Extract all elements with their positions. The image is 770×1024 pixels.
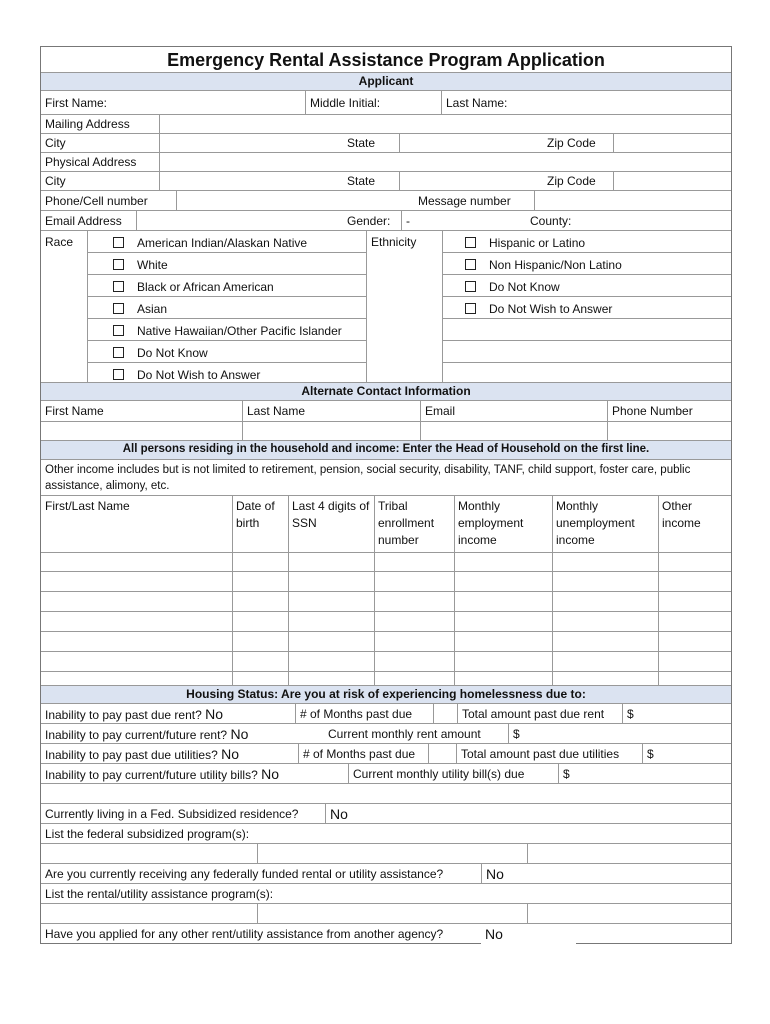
zip-label-2: Zip Code: [547, 174, 596, 188]
alternate-header: Alternate Contact Information: [41, 383, 731, 401]
months-past-due-label: # of Months past due: [295, 704, 433, 723]
state-label-2: State: [347, 174, 376, 188]
state-input-2[interactable]: [399, 172, 543, 190]
alt-first-name-input[interactable]: [41, 422, 242, 440]
race-option[interactable]: [113, 346, 208, 360]
rental-program-input-1[interactable]: [41, 904, 257, 923]
county-field[interactable]: [526, 211, 731, 230]
applicant-header: Applicant: [41, 73, 731, 91]
race-label: Race: [45, 235, 74, 249]
past-rent-label: Inability to pay past due rent?: [45, 708, 202, 722]
past-rent-field[interactable]: [41, 704, 295, 723]
ethnicity-option-label: Do Not Wish to Answer: [489, 302, 613, 316]
checkbox-icon: [113, 281, 124, 292]
race-option[interactable]: [113, 368, 260, 382]
city-input[interactable]: [159, 134, 343, 152]
spacer-row: [41, 784, 731, 804]
housing-header: Housing Status: Are you at risk of experiencing homelessness due to:: [41, 686, 731, 704]
future-rent-label: Inability to pay current/future rent?: [45, 728, 228, 742]
current-rent-label: Current monthly rent amount: [328, 727, 481, 741]
alt-last-name-input[interactable]: [242, 422, 420, 440]
race-option[interactable]: [113, 324, 342, 338]
ethnicity-label: Ethnicity: [371, 235, 417, 249]
future-util-field[interactable]: [41, 764, 348, 783]
zip-input-2[interactable]: [613, 172, 731, 190]
race-option-label: Do Not Know: [137, 346, 208, 360]
subsidized-value: No: [330, 806, 348, 822]
ethnicity-option[interactable]: [465, 280, 560, 294]
state-label: State: [347, 136, 376, 150]
county-label: County:: [530, 214, 572, 228]
household-table: [41, 496, 731, 686]
col-dob: Date of birth: [236, 499, 275, 530]
ethnicity-option[interactable]: [465, 236, 585, 250]
total-past-util-input[interactable]: [642, 744, 731, 763]
alt-last-name-label: Last Name: [242, 401, 420, 421]
gender-value: -: [406, 214, 410, 228]
checkbox-icon: [113, 325, 124, 336]
fed-program-input-1[interactable]: [41, 844, 257, 863]
col-tribal: Tribal enrollment number: [378, 499, 435, 547]
gender-select[interactable]: [401, 211, 526, 230]
applied-answer[interactable]: [481, 924, 561, 944]
race-option[interactable]: [113, 258, 168, 272]
past-rent-answer: No: [205, 706, 224, 722]
fed-program-input-3[interactable]: [527, 844, 731, 863]
dollar-sign: $: [513, 727, 520, 741]
city-input-2[interactable]: [159, 172, 343, 190]
middle-initial-field[interactable]: [305, 91, 441, 114]
city-label-2: City: [45, 174, 66, 188]
total-past-util-label: Total amount past due utilities: [456, 744, 642, 763]
ethnicity-option[interactable]: [465, 258, 622, 272]
email-label: Email Address: [45, 214, 122, 228]
message-label: Message number: [418, 194, 511, 208]
race-option-label: Native Hawaiian/Other Pacific Islander: [137, 324, 342, 338]
household-note: Other income includes but is not limited to retirement, pension, social security, disability, TANF, child support, foster care, public assistance, alimony, etc.: [41, 460, 731, 496]
months-past-due-2-input[interactable]: [428, 744, 456, 763]
dollar-sign: $: [563, 767, 570, 781]
col-name: First/Last Name: [45, 499, 130, 513]
current-util-input[interactable]: [558, 764, 731, 783]
ethnicity-option[interactable]: [465, 302, 612, 316]
applied-label: Have you applied for any other rent/utility assistance from another agency?: [41, 924, 481, 944]
subsidized-answer[interactable]: [325, 804, 411, 823]
rental-program-input-2[interactable]: [257, 904, 527, 923]
receiving-value: No: [486, 866, 504, 882]
race-option[interactable]: [113, 236, 307, 250]
city-label: City: [45, 136, 66, 150]
alt-phone-label: Phone Number: [607, 401, 731, 421]
gender-label: Gender:: [347, 214, 391, 228]
race-option[interactable]: [113, 280, 274, 294]
checkbox-icon: [465, 303, 476, 314]
race-option-label: Black or African American: [137, 280, 274, 294]
checkbox-icon: [113, 303, 124, 314]
past-util-field[interactable]: [41, 744, 298, 763]
race-option-label: White: [137, 258, 168, 272]
checkbox-icon: [113, 347, 124, 358]
first-name-label: First Name:: [45, 96, 108, 110]
list-rental-label: List the rental/utility assistance program(s):: [45, 887, 274, 901]
form-title: Emergency Rental Assistance Program Application: [41, 47, 731, 73]
ethnicity-option-label: Non Hispanic/Non Latino: [489, 258, 622, 272]
future-util-label: Inability to pay current/future utility bills?: [45, 768, 258, 782]
race-option-label: Do Not Wish to Answer: [137, 368, 261, 382]
ethnicity-option-label: Hispanic or Latino: [489, 236, 586, 250]
physical-address-label: Physical Address: [45, 155, 137, 169]
zip-input[interactable]: [613, 134, 731, 152]
race-option-label: Asian: [137, 302, 168, 316]
future-util-answer: No: [261, 766, 280, 782]
state-input[interactable]: [399, 134, 543, 152]
total-past-rent-input[interactable]: [622, 704, 731, 723]
alt-first-name-label: First Name: [45, 404, 104, 418]
ethnicity-option-label: Do Not Know: [489, 280, 560, 294]
checkbox-icon: [113, 259, 124, 270]
application-form: [40, 46, 732, 944]
checkbox-icon: [113, 237, 124, 248]
mailing-address-label: Mailing Address: [45, 117, 130, 131]
checkbox-icon: [465, 237, 476, 248]
last-name-label: Last Name:: [446, 96, 508, 110]
applied-value: No: [485, 926, 503, 942]
middle-initial-label: Middle Initial:: [310, 96, 381, 110]
last-name-field[interactable]: [441, 91, 731, 114]
months-past-due-2-label: # of Months past due: [298, 744, 428, 763]
fed-program-input-2[interactable]: [257, 844, 527, 863]
checkbox-icon: [465, 259, 476, 270]
alt-email-label: Email: [420, 401, 607, 421]
rental-program-input-3[interactable]: [527, 904, 731, 923]
col-other: Other income: [662, 499, 701, 530]
col-employment: Monthly employment income: [458, 499, 524, 547]
physical-address-input[interactable]: [159, 153, 731, 171]
current-rent-input[interactable]: [508, 724, 731, 743]
receiving-label: Are you currently receiving any federally funded rental or utility assistance?: [45, 867, 444, 881]
alt-phone-input[interactable]: [607, 422, 731, 440]
col-ssn: Last 4 digits of SSN: [292, 499, 370, 530]
phone-input[interactable]: [176, 191, 414, 210]
zip-label: Zip Code: [547, 136, 596, 150]
race-option-label: American Indian/Alaskan Native: [137, 236, 308, 250]
future-rent-field[interactable]: [41, 724, 324, 743]
email-input[interactable]: [136, 211, 343, 230]
dollar-sign: $: [627, 707, 634, 721]
future-rent-answer: No: [230, 726, 249, 742]
household-header: All persons residing in the household and income: Enter the Head of Household on the first line.: [41, 441, 731, 460]
alt-email-input[interactable]: [420, 422, 607, 440]
receiving-answer[interactable]: [481, 864, 581, 883]
months-past-due-input[interactable]: [433, 704, 457, 723]
col-unemployment: Monthly unemployment income: [556, 499, 635, 547]
phone-label: Phone/Cell number: [45, 194, 148, 208]
past-util-label: Inability to pay past due utilities?: [45, 748, 218, 762]
dollar-sign: $: [647, 747, 654, 761]
past-util-answer: No: [221, 746, 240, 762]
total-past-rent-label: Total amount past due rent: [457, 704, 622, 723]
checkbox-icon: [113, 369, 124, 380]
first-name-field[interactable]: [41, 91, 305, 114]
message-input[interactable]: [534, 191, 731, 210]
race-option[interactable]: [113, 302, 167, 316]
list-fed-label: List the federal subsidized program(s):: [45, 827, 250, 841]
current-util-label: Current monthly utility bill(s) due: [348, 764, 558, 783]
applied-agency-input[interactable]: [576, 924, 731, 944]
mailing-address-input[interactable]: [159, 115, 731, 133]
checkbox-icon: [465, 281, 476, 292]
subsidized-label: Currently living in a Fed. Subsidized residence?: [45, 807, 299, 821]
